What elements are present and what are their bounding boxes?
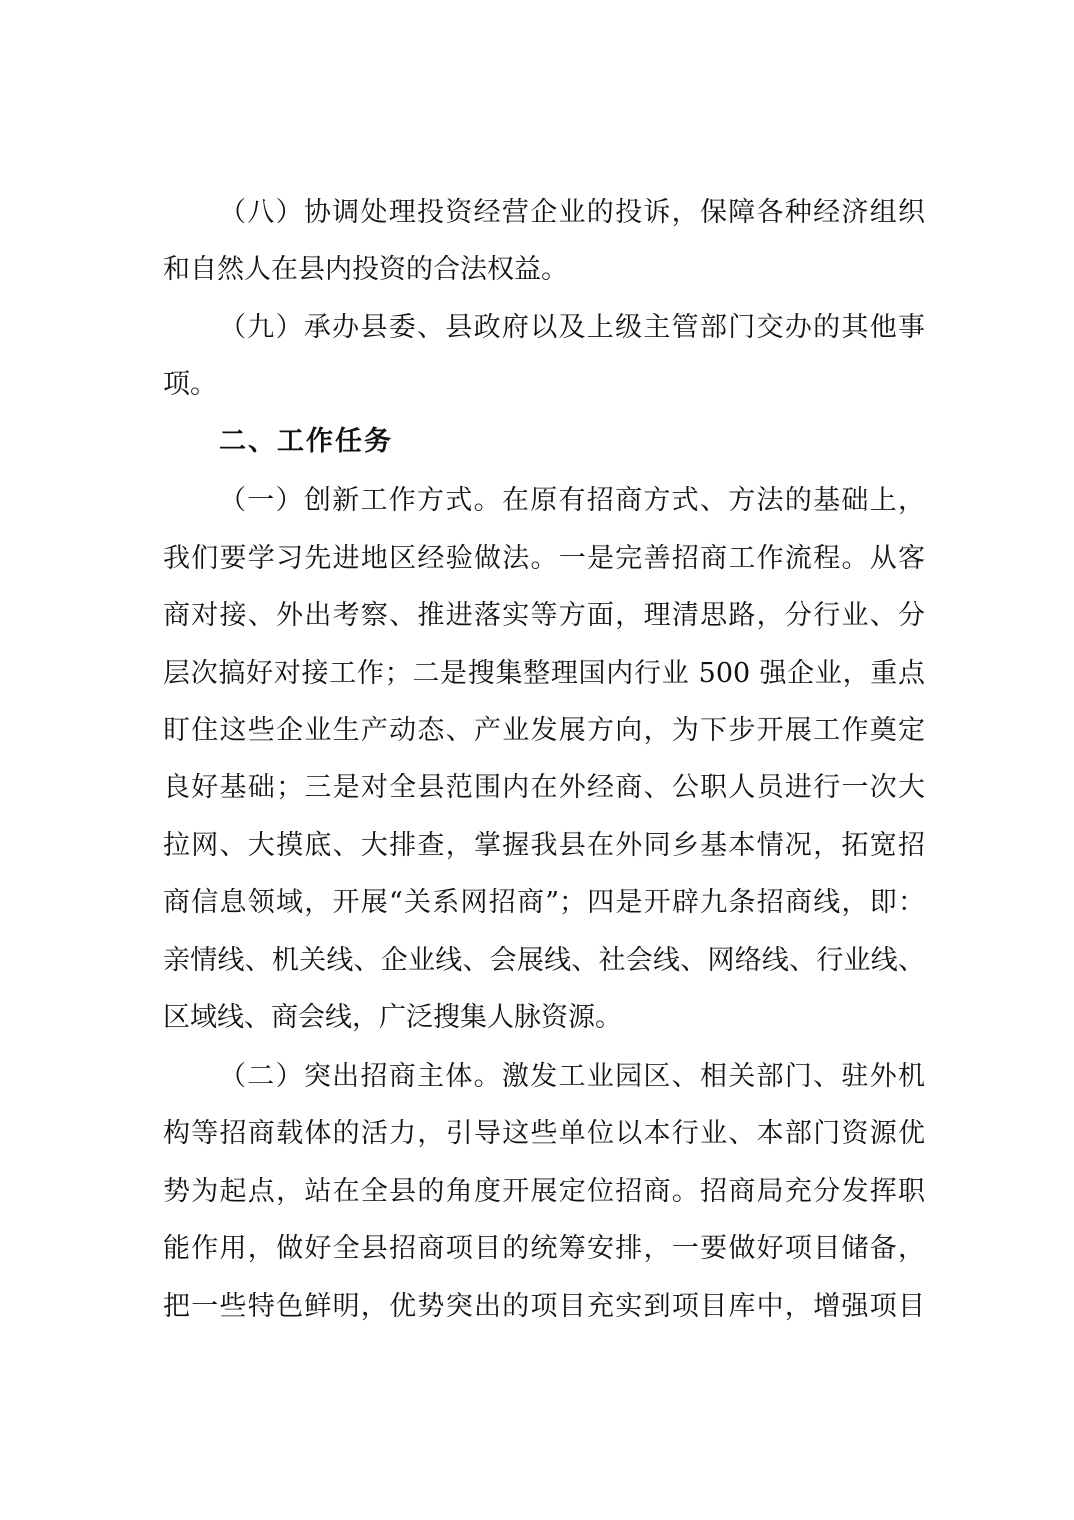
task-2-line: 把一些特色鲜明，优势突出的项目充实到项目库中，增强项目 bbox=[163, 1291, 925, 1322]
task-1-line: 我们要学习先进地区经验做法。一是完善招商工作流程。从客 bbox=[163, 543, 925, 574]
task-1-line: 商信息领域，开展“关系网招商”；四是开辟九条招商线，即： bbox=[163, 887, 925, 918]
section-9-line-2: 项。 bbox=[163, 369, 217, 400]
task-1-line: （一）创新工作方式。在原有招商方式、方法的基础上， bbox=[219, 485, 925, 516]
task-1-line: 良好基础；三是对全县范围内在外经商、公职人员进行一次大 bbox=[163, 772, 925, 803]
task-2-line: （二）突出招商主体。激发工业园区、相关部门、驻外机 bbox=[219, 1061, 925, 1092]
task-2-line: 构等招商载体的活力，引导这些单位以本行业、本部门资源优 bbox=[163, 1118, 925, 1149]
section-8-line-2: 和自然人在县内投资的合法权益。 bbox=[163, 254, 568, 285]
task-2-line: 势为起点，站在全县的角度开展定位招商。招商局充分发挥职 bbox=[163, 1176, 925, 1207]
section-9-line-1: （九）承办县委、县政府以及上级主管部门交办的其他事 bbox=[219, 312, 925, 343]
section-heading-work-tasks: 二、工作任务 bbox=[219, 426, 393, 457]
task-1-line: 拉网、大摸底、大排查，掌握我县在外同乡基本情况，拓宽招 bbox=[163, 830, 925, 861]
task-1-line: 层次搞好对接工作；二是搜集整理国内行业 500 强企业，重点 bbox=[163, 658, 925, 689]
task-2-line: 能作用，做好全县招商项目的统筹安排，一要做好项目储备， bbox=[163, 1233, 925, 1264]
section-8-line-1: （八）协调处理投资经营企业的投诉，保障各种经济组织 bbox=[219, 197, 925, 228]
task-1-line: 区域线、商会线，广泛搜集人脉资源。 bbox=[163, 1002, 622, 1033]
task-1-line: 亲情线、机关线、企业线、会展线、社会线、网络线、行业线、 bbox=[163, 945, 925, 976]
task-1-line: 盯住这些企业生产动态、产业发展方向，为下步开展工作奠定 bbox=[163, 715, 925, 746]
task-1-line: 商对接、外出考察、推进落实等方面，理清思路，分行业、分 bbox=[163, 600, 925, 631]
